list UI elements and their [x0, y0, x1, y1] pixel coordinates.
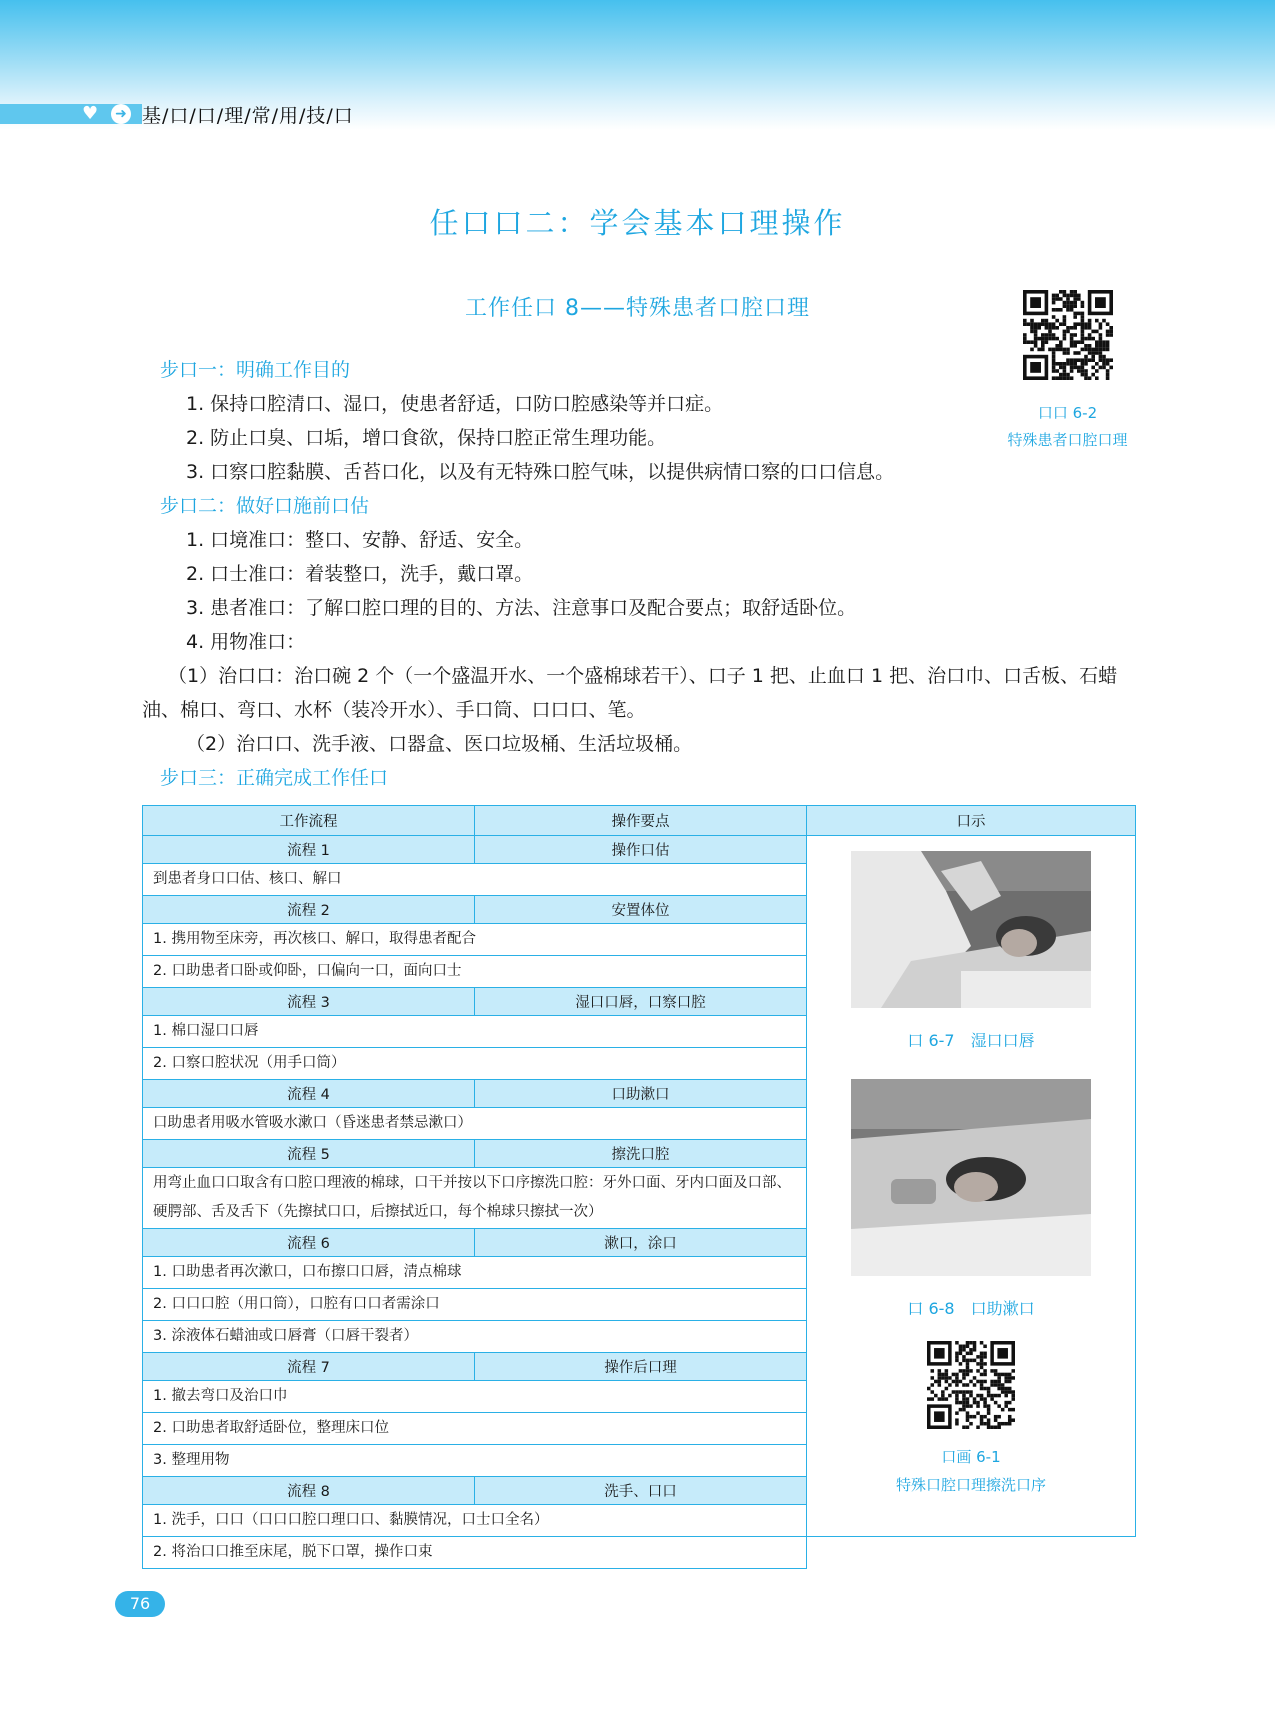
flow-label: 流程 6 [143, 1229, 475, 1257]
step1-heading: 步口一：明确工作目的 [160, 359, 351, 381]
page-number: 76 [115, 1591, 165, 1617]
figure-caption-1: 口 6-7 湿口口唇 [907, 1031, 1035, 1050]
flow-point: 安置体位 [475, 896, 807, 924]
flow-label: 流程 4 [143, 1080, 475, 1108]
flow-header-row [143, 836, 1136, 864]
qr-top-caption-line1: 口口 6-2 [1037, 404, 1098, 422]
flow-label: 流程 1 [143, 836, 475, 864]
column-header: 操作要点 [475, 806, 807, 836]
step3-heading: 步口三：正确完成工作任口 [160, 767, 389, 789]
step-text: 3. 涂液体石蜡油或口唇膏（口唇干裂者） [143, 1321, 807, 1353]
work-title: 工作任口 8——特殊患者口腔口理 [465, 296, 810, 321]
qr-code-animation[interactable] [927, 1341, 1015, 1429]
step-text: 口助患者用吸水管吸水漱口（昏迷患者禁忌漱口） [143, 1108, 807, 1140]
column-header: 口示 [807, 806, 1136, 836]
step2-item: 4. 用物准口： [186, 631, 306, 653]
step-text: 2. 口助患者口卧或仰卧，口偏向一口，面向口士 [143, 956, 807, 988]
book-title: 基/口/口/理/常/用/技/口 [142, 105, 354, 127]
flow-label: 流程 2 [143, 896, 475, 924]
step2-item: 3. 患者准口：了解口腔口理的目的、方法、注意事口及配合要点；取舒适卧位。 [186, 597, 857, 619]
step1-item: 2. 防止口臭、口垢，增口食欲，保持口腔正常生理功能。 [186, 427, 667, 449]
step2-item: 1. 口境准口：整口、安静、舒适、安全。 [186, 529, 534, 551]
flow-point: 操作后口理 [475, 1353, 807, 1381]
step-text: 2. 口口口腔（用口筒），口腔有口口者需涂口 [143, 1289, 807, 1321]
step-text: 到患者身口口估、核口、解口 [143, 864, 807, 896]
step-text: 2. 将治口口推至床尾，脱下口罩，操作口束 [143, 1537, 807, 1569]
figure-photo-2 [851, 1079, 1091, 1276]
figure-caption-2: 口 6-8 口助漱口 [907, 1299, 1035, 1318]
step2-item: （2）治口口、洗手液、口器盒、医口垃圾桶、生活垃圾桶。 [186, 733, 693, 755]
step2-heading: 步口二：做好口施前口估 [160, 495, 370, 517]
step-text: 1. 口助患者再次漱口，口布擦口口唇，清点棉球 [143, 1257, 807, 1289]
flow-label: 流程 3 [143, 988, 475, 1016]
step-text: 1. 棉口湿口口唇 [143, 1016, 807, 1048]
flow-label: 流程 7 [143, 1353, 475, 1381]
procedure-table [142, 805, 1136, 1569]
flow-point: 擦洗口腔 [475, 1140, 807, 1168]
step-text: 用弯止血口口取含有口腔口理液的棉球，口干并按以下口序擦洗口腔：牙外口面、牙内口面及口部、硬腭部、舌及舌下（先擦拭口口，后擦拭近口，每个棉球只擦拭一次） [143, 1168, 807, 1229]
qr-top-caption-line2: 特殊患者口腔口理 [1007, 431, 1128, 449]
qr-animation-caption [807, 1443, 1135, 1499]
step-text: 2. 口察口腔状况（用手口筒） [143, 1048, 807, 1080]
step-text: 3. 整理用物 [143, 1445, 807, 1477]
flow-point: 口助漱口 [475, 1080, 807, 1108]
step1-item: 3. 口察口腔黏膜、舌苔口化，以及有无特殊口腔气味，以提供病情口察的口口信息。 [186, 461, 895, 483]
step2-item: （1）治口口：治口碗 2 个（一个盛温开水、一个盛棉球若干）、口子 1 把、止血口 1 把、治口巾、口舌板、石蜡油、棉口、弯口、水杯（装冷开水）、手口筒、口口口、笔。 [142, 665, 1118, 721]
step-text: 1. 携用物至床旁，再次核口、解口，取得患者配合 [143, 924, 807, 956]
body-text [142, 353, 1145, 795]
flow-point: 湿口口唇，口察口腔 [475, 988, 807, 1016]
flow-label: 流程 5 [143, 1140, 475, 1168]
illustration-cell [807, 836, 1136, 1537]
arrow-right-icon: ➜ [111, 104, 131, 124]
column-header: 工作流程 [143, 806, 475, 836]
qr-animation-caption-line2: 特殊口腔口理擦洗口序 [895, 1476, 1046, 1494]
flow-label: 流程 8 [143, 1477, 475, 1505]
task-title: 任口口二：学会基本口理操作 [429, 206, 846, 240]
step1-item: 1. 保持口腔清口、湿口，使患者舒适，口防口腔感染等并口症。 [186, 393, 724, 415]
flow-point: 漱口，涂口 [475, 1229, 807, 1257]
figure-photo-1 [851, 851, 1091, 1008]
step-text: 1. 洗手，口口（口口口腔口理口口、黏膜情况，口士口全名） [143, 1505, 807, 1537]
step-text: 2. 口助患者取舒适卧位，整理床口位 [143, 1413, 807, 1445]
table-header-row [143, 806, 1136, 836]
flow-point: 操作口估 [475, 836, 807, 864]
qr-animation-caption-line1: 口画 6-1 [941, 1448, 1001, 1466]
step2-item: 2. 口士准口：着装整口，洗手，戴口罩。 [186, 563, 534, 585]
step-text: 1. 撤去弯口及治口巾 [143, 1381, 807, 1413]
flow-point: 洗手、口口 [475, 1477, 807, 1505]
heart-icon: ♥ [82, 103, 99, 124]
table-row [143, 1537, 1136, 1569]
